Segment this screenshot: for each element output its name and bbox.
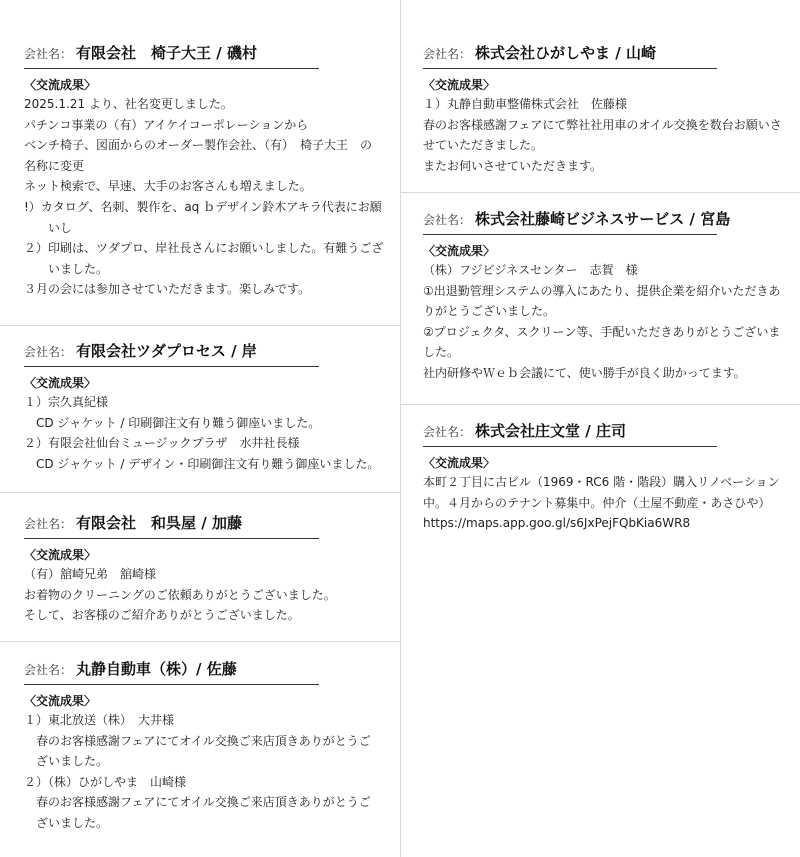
company-label: 会社名： bbox=[24, 663, 73, 677]
card-body bbox=[24, 710, 389, 834]
section-title: 〈交流成果〉 bbox=[24, 376, 97, 390]
company-row bbox=[24, 512, 319, 539]
company-name: 株式会社藤崎ビジネスサービス / 宮島 bbox=[475, 210, 731, 228]
card-body bbox=[423, 94, 788, 176]
body-line: 春のお客様感謝フェアにてオイル交換ご来店頂きありがとうございました。 bbox=[36, 733, 371, 769]
card-separator bbox=[0, 325, 400, 326]
body-line: そして、お客様のご紹介ありがとうございました。 bbox=[24, 608, 300, 623]
body-line: CD ジャケット / デザイン・印刷御注文有り難う御座いました。 bbox=[36, 456, 380, 471]
body-line: ベンチ椅子、図面からのオーダー製作会社、（有） 椅子大王 の bbox=[24, 138, 373, 153]
body-line: 春のお客様感謝フェアにてオイル交換ご来店頂きありがとうございました。 bbox=[36, 795, 371, 830]
company-row bbox=[24, 42, 319, 69]
body-line: 本町２丁目に古ビル（1969・RC6 階・階段）購入リノベーション中。４月からのテナント募集中。仲介（土屋不動産・あさひや） bbox=[423, 475, 780, 510]
card-body bbox=[423, 260, 788, 384]
company-label: 会社名： bbox=[24, 517, 73, 531]
section-title: 〈交流成果〉 bbox=[24, 78, 97, 92]
map-link[interactable]: https://maps.app.goo.gl/s6JxPejFQbKia6WR8 bbox=[423, 516, 691, 531]
body-line: 2025.1.21 より、社名変更しました。 bbox=[24, 97, 233, 111]
body-line: CD ジャケット / 印刷御注文有り難う御座いました。 bbox=[36, 415, 321, 430]
body-line: 名称に変更 bbox=[24, 158, 85, 173]
company-row bbox=[24, 340, 319, 367]
body-line: ２）（株）ひがしやま 山崎様 bbox=[24, 774, 187, 789]
company-row bbox=[423, 42, 717, 69]
exchange-card bbox=[401, 208, 800, 398]
body-line: 春のお客様感謝フェアにて弊社社用車のオイル交換を数台お願いさせていただきました。 bbox=[423, 117, 782, 153]
exchange-card bbox=[0, 340, 400, 490]
section-title: 〈交流成果〉 bbox=[24, 548, 97, 562]
body-line: １）宗久真紀様 bbox=[24, 395, 109, 409]
section-title: 〈交流成果〉 bbox=[423, 78, 496, 92]
company-label: 会社名： bbox=[423, 425, 472, 439]
section-title: 〈交流成果〉 bbox=[24, 694, 97, 708]
exchange-card bbox=[0, 512, 400, 637]
body-line: お着物のクリーニングのご依頼ありがとうございました。 bbox=[24, 587, 336, 602]
body-line: （株）フジビジネスセンター 志賀 様 bbox=[423, 263, 638, 277]
card-separator bbox=[0, 492, 400, 493]
body-line: ２）印刷は、ツダプロ、岸社長さんにお願いしました。有難うございました。 bbox=[24, 241, 384, 276]
company-label: 会社名： bbox=[24, 47, 73, 61]
card-body bbox=[24, 94, 389, 300]
section-title: 〈交流成果〉 bbox=[423, 244, 496, 258]
body-line: ３月の会には参加させていただきます。楽しみです。 bbox=[24, 282, 311, 297]
exchange-card bbox=[0, 658, 400, 848]
card-separator bbox=[401, 192, 800, 193]
body-line: ２）有限会社仙台ミュージックプラザ 水井社長様 bbox=[24, 436, 300, 451]
company-row bbox=[423, 420, 717, 447]
company-name: 株式会社ひがしやま / 山崎 bbox=[475, 44, 656, 62]
exchange-card bbox=[401, 420, 800, 560]
body-line: （有）舘崎兄弟 舘崎様 bbox=[24, 567, 157, 581]
body-line: １）丸静自動車整備株式会社 佐藤様 bbox=[423, 97, 628, 111]
body-line: !）カタログ、名刺、製作を、aq ｂデザイン鈴木アキラ代表にお願いし bbox=[24, 199, 382, 235]
body-line: ②プロジェクタ、スクリーン等、手配いただきありがとうございました。 bbox=[423, 324, 781, 360]
company-label: 会社名： bbox=[423, 213, 472, 227]
body-line: またお伺いさせていただきます。 bbox=[423, 158, 603, 173]
exchange-card bbox=[401, 42, 800, 192]
company-label: 会社名： bbox=[423, 47, 472, 61]
company-name: 丸静自動車（株）/ 佐藤 bbox=[76, 660, 237, 678]
body-line: ①出退勤管理システムの導入にあたり、提供企業を紹介いただきありがとうございました。 bbox=[423, 283, 781, 319]
body-line: 社内研修やＷｅｂ会議にて、使い勝手が良く助かってます。 bbox=[423, 365, 746, 380]
section-title: 〈交流成果〉 bbox=[423, 456, 496, 470]
company-name: 有限会社 椅子大王 / 磯村 bbox=[76, 44, 257, 62]
company-row bbox=[24, 658, 319, 685]
exchange-card bbox=[0, 42, 400, 325]
company-name: 株式会社庄文堂 / 庄司 bbox=[475, 422, 626, 440]
body-line: パチンコ事業の（有）アイケイコーポレーションから bbox=[24, 117, 309, 132]
card-separator bbox=[0, 641, 400, 642]
company-name: 有限会社 和呉屋 / 加藤 bbox=[76, 514, 242, 532]
card-separator bbox=[401, 404, 800, 405]
company-row bbox=[423, 208, 731, 235]
card-body bbox=[24, 564, 389, 626]
body-line: １）東北放送（株） 大井様 bbox=[24, 713, 175, 727]
body-line: ネット検索で、早速、大手のお客さんも増えました。 bbox=[24, 179, 312, 194]
card-body bbox=[423, 472, 788, 534]
company-label: 会社名： bbox=[24, 345, 73, 359]
card-body bbox=[24, 392, 389, 474]
company-name: 有限会社ツダプロセス / 岸 bbox=[76, 342, 257, 360]
